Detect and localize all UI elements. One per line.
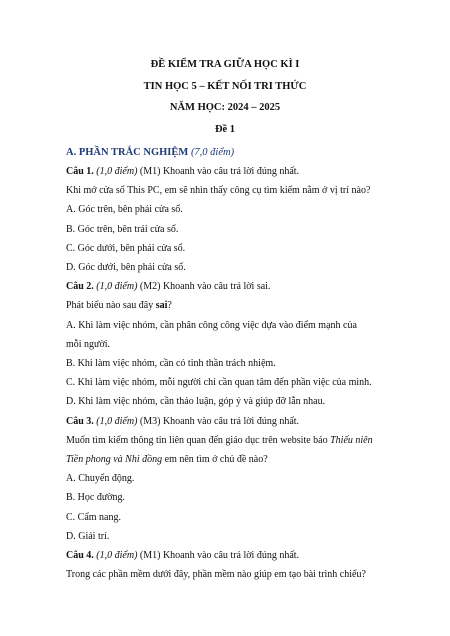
question-instruction: (M1) Khoanh vào câu trả lời đúng nhất. <box>137 550 300 562</box>
question-label: Câu 4. <box>66 550 94 562</box>
header-title: ĐỀ KIỂM TRA GIỮA HỌC KÌ I <box>150 59 300 70</box>
header-school-year: NĂM HỌC: 2024 – 2025 <box>169 102 281 113</box>
prompt-italic: Tiền phong và Nhi đồng <box>66 454 163 466</box>
question-3-option-b: B. Học đường. <box>66 492 126 504</box>
question-1-option-d: D. Góc dưới, bên phải cửa sổ. <box>66 262 186 274</box>
question-points: (1,0 điểm) <box>96 166 138 177</box>
question-3-prompt-line1 <box>66 431 384 450</box>
prompt-text: em nên tìm ở chủ đề nào? <box>162 454 268 466</box>
question-instruction: (M2) Khoanh vào câu trả lời sai. <box>137 281 271 293</box>
prompt-text: Muốn tìm kiếm thông tin liên quan đến giáo dục trên website báo <box>66 434 331 446</box>
question-2-option-c: C. Khi làm việc nhóm, mỗi người chỉ cần quan tâm đến phần việc của mình. <box>66 377 372 389</box>
question-1-heading <box>66 162 384 181</box>
exam-header <box>66 54 384 140</box>
question-3-heading <box>66 412 384 431</box>
question-label: Câu 1. <box>66 166 94 177</box>
question-3-option-d: D. Giải trí. <box>66 530 110 542</box>
question-points: (1,0 điểm) <box>96 281 138 293</box>
section-points: (7,0 điểm) <box>190 147 235 158</box>
question-3-option-a: A. Chuyển động. <box>66 473 135 485</box>
question-1-prompt: Khi mở cửa sổ This PC, em sẽ nhìn thấy công cụ tìm kiếm nằm ở vị trí nào? <box>66 185 371 197</box>
question-2-option-a-cont: mỗi người. <box>66 338 111 350</box>
prompt-italic: Thiếu niên <box>330 434 373 446</box>
header-subject: TIN HỌC 5 – KẾT NỐI TRI THỨC <box>143 80 307 92</box>
question-points: (1,0 điểm) <box>96 415 138 427</box>
section-heading <box>66 143 384 162</box>
question-4-prompt: Trong các phần mềm dưới đây, phần mềm nào giúp em tạo bài trình chiếu? <box>66 569 366 581</box>
header-exam-number: Đề 1 <box>214 123 236 135</box>
question-2-option-b: B. Khi làm việc nhóm, cần có tinh thần trách nhiệm. <box>66 358 276 370</box>
question-label: Câu 3. <box>66 415 94 427</box>
question-points: (1,0 điểm) <box>96 550 138 562</box>
question-instruction: (M1) Khoanh vào câu trả lời đúng nhất. <box>137 166 300 177</box>
question-3-prompt-line2 <box>66 450 384 469</box>
question-2-option-a: A. Khi làm việc nhóm, cần phân công công việc dựa vào điểm mạnh của <box>66 319 357 331</box>
question-2-prompt <box>66 296 384 315</box>
prompt-emphasis: sai <box>155 300 168 312</box>
question-1-option-c: C. Góc dưới, bên phải cửa sổ. <box>66 242 186 254</box>
prompt-text: Phát biểu nào sau đây <box>66 300 156 312</box>
question-1-option-a: A. Góc trên, bên phải cửa sổ. <box>66 204 183 216</box>
question-label: Câu 2. <box>66 281 94 293</box>
prompt-text: ? <box>167 300 172 312</box>
question-1-option-b: B. Góc trên, bên trái cửa sổ. <box>66 223 179 235</box>
question-instruction: (M3) Khoanh vào câu trả lời đúng nhất. <box>137 415 300 427</box>
question-4-heading <box>66 546 384 565</box>
question-3-option-c: C. Cẩm nang. <box>66 511 121 523</box>
question-2-option-d: D. Khi làm việc nhóm, cần thảo luận, góp ý và giúp đỡ lẫn nhau. <box>66 396 326 408</box>
section-title: A. PHẦN TRẮC NGHIỆM <box>66 147 189 158</box>
question-2-heading <box>66 277 384 296</box>
